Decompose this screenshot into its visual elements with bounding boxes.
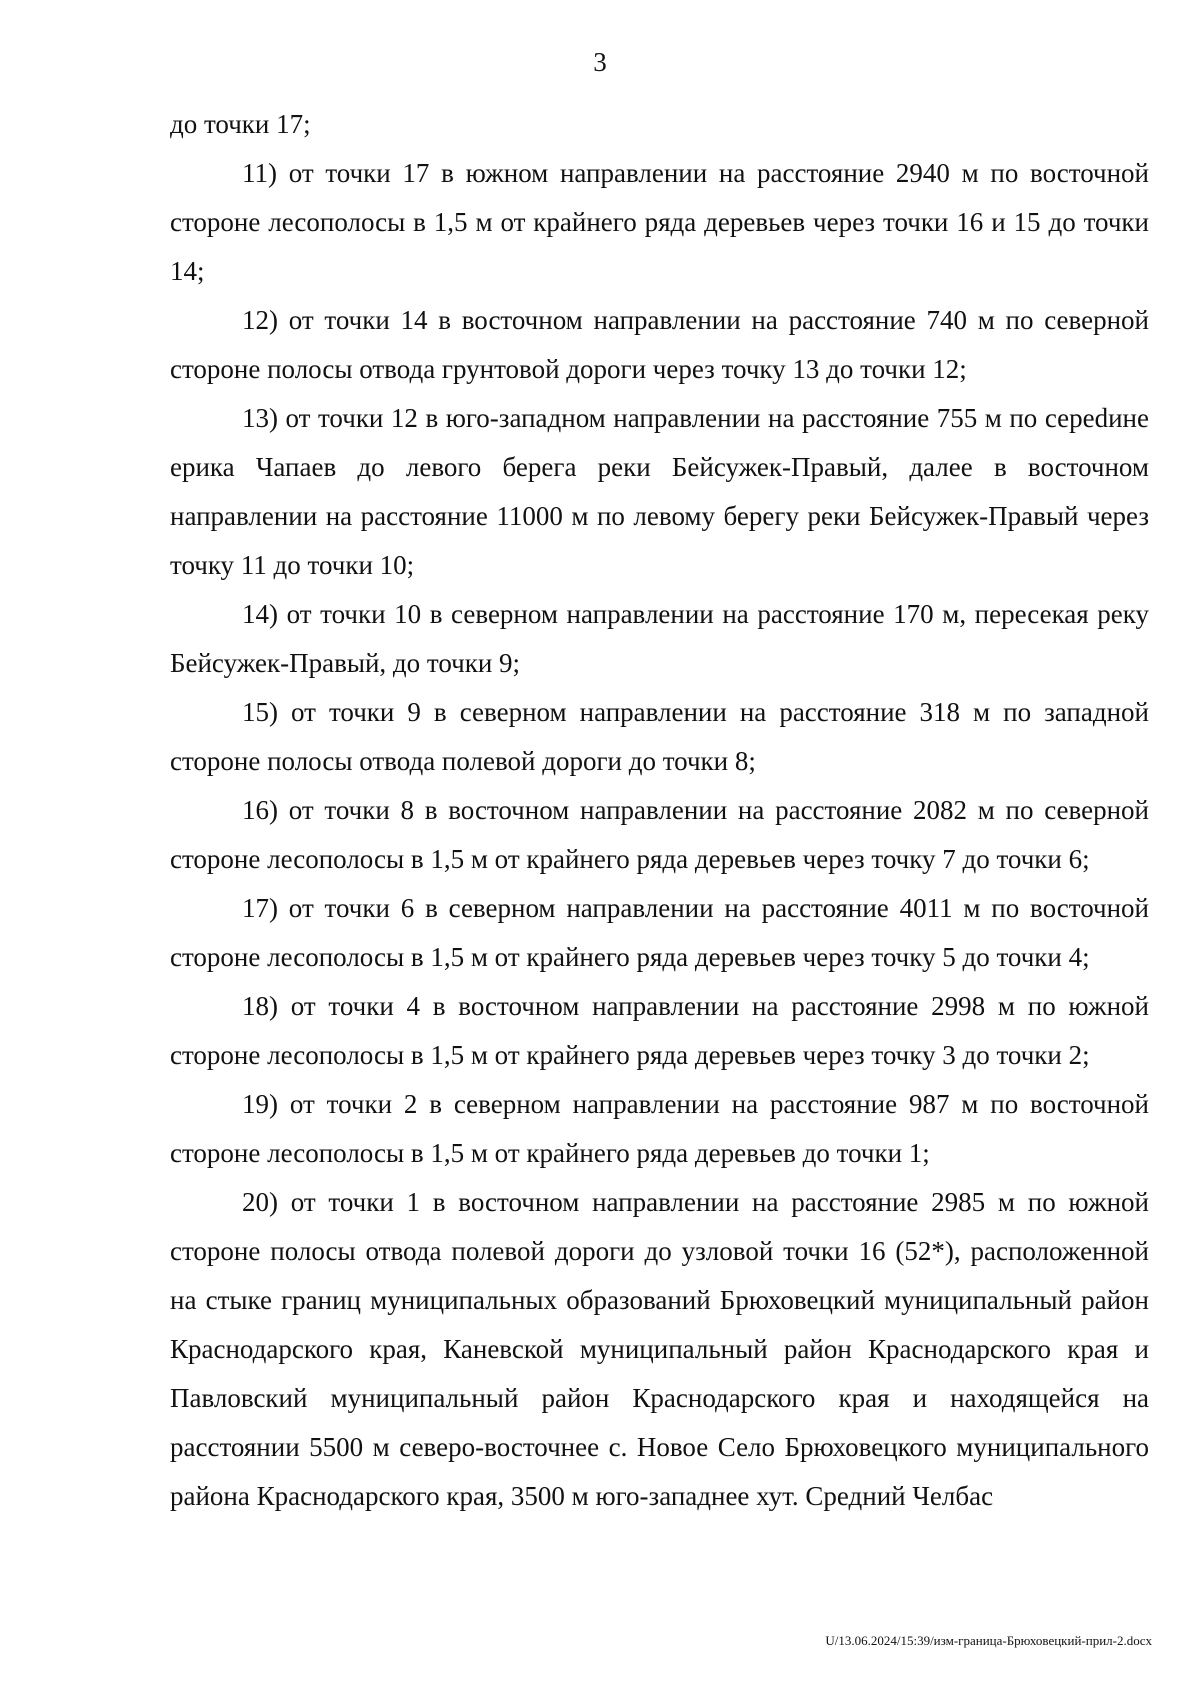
paragraph-item-12: 12) от точки 14 в восточном направлении на расстояние 740 м по северной стороне полосы отвода грунтовой дороги через точку 13 до точки 12; (170, 305, 1149, 384)
paragraph-item-15: 15) от точки 9 в северном направлении на расстояние 318 м по западной стороне полосы отвода полевой дороги до точки 8; (170, 697, 1149, 776)
document-body (170, 100, 1149, 1521)
paragraph-item-18: 18) от точки 4 в восточном направлении на расстояние 2998 м по южной стороне лесополосы в 1,5 м от крайнего ряда деревьев через точку 3 до точки 2; (170, 991, 1149, 1070)
paragraph-item-19: 19) от точки 2 в северном направлении на расстояние 987 м по восточной стороне лесополосы в 1,5 м от крайнего ряда деревьев до точки 1; (170, 1089, 1149, 1168)
paragraph-item-14: 14) от точки 10 в северном направлении на расстояние 170 м, пересекая реку Бейсужек-Правый, до точки 9; (170, 599, 1149, 678)
file-path-footer: U/13.06.2024/15:39/изм-граница-Брюховецкий-прил-2.docx (825, 1633, 1152, 1648)
paragraph-item-11: 11) от точки 17 в южном направлении на расстояние 2940 м по восточной стороне лесополосы в 1,5 м от крайнего ряда деревьев через точки 16 и 15 до точки 14; (170, 158, 1149, 286)
page-number: 3 (593, 47, 607, 77)
paragraph-item-20: 20) от точки 1 в восточном направлении на расстояние 2985 м по южной стороне полосы отвода полевой дороги до узловой точки 16 (52*), расположенной на стыке границ муниципальных образований Брюховецкий муниципальный район Краснодарского края, Каневской муниципальный район Краснодарского края и Павловский муниципальный район Краснодарского края и находящейся на расстоянии 5500 м северо-восточнее с. Новое Село Брюховецкого муниципального района Краснодарского края, 3500 м юго-западнее хут. Средний Челбас (170, 1187, 1149, 1511)
paragraph-item-13: 13) от точки 12 в юго-западном направлении на расстояние 755 м по сереdине ерика Чапаев до левого берега реки Бейсужек-Правый, далее в восточном направлении на расстояние 11000 м по левому берегу реки Бейсужек-Правый через точку 11 до точки 10; (170, 403, 1149, 580)
paragraph-item-17: 17) от точки 6 в северном направлении на расстояние 4011 м по восточной стороне лесополосы в 1,5 м от крайнего ряда деревьев через точку 5 до точки 4; (170, 893, 1149, 972)
paragraph-item-16: 16) от точки 8 в восточном направлении на расстояние 2082 м по северной стороне лесополосы в 1,5 м от крайнего ряда деревьев через точку 7 до точки 6; (170, 795, 1149, 874)
paragraph-continuation: до точки 17; (170, 109, 311, 139)
